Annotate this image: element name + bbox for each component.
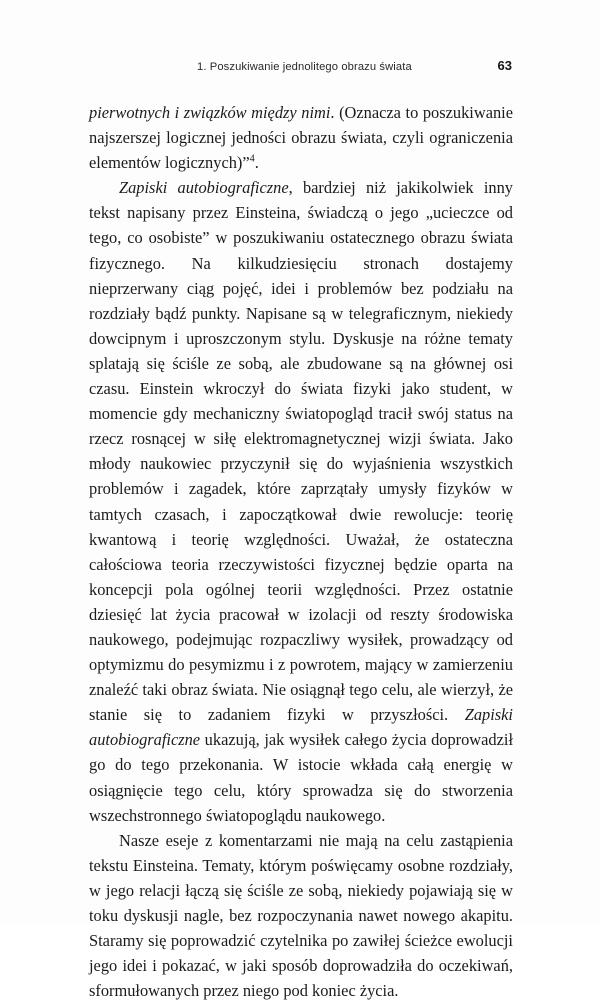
text-run: Nasze eseje z komentarzami nie mają na celu zastąpienia tekstu Einsteina. Tematy, którym poświęcamy osobne rozdziały, w jego relacji łączą się ściśle ze sobą, niekiedy pojawiają się w toku dyskusji nagle, bez rozpoczynania nawet nowego akapitu. Staramy się poprowadzić czytelnika po zawiłej ścieżce ewolucji jego idei i pokazać, w jaki sposób doprowadziła do oczekiwań, sformułowanych przez niego pod koniec życia. [89,830,513,1001]
chapter-title: 1. Poszukiwanie jednolitego obrazu świata [197,61,412,73]
text-run: . (Oznacza to poszukiwanie najszerszej logicznej jedności obrazu świata, czyli ograniczenia elementów logicznych)” [89,103,513,173]
text-run: ukazują, jak wysiłek całego życia doprowadził go do tego przekonania. W istocie wkłada całą energię w osiągnięcie tego celu, który sprowadza się do stworzenia wszechstronnego światopoglądu naukowego. [89,730,513,825]
footnote-reference: 4 [249,153,255,165]
italic-run: Zapiski autobiograficzne [119,178,289,198]
paragraph [89,828,513,1003]
italic-run: pierwotnych i związków między nimi [89,103,331,122]
text-run: , bardziej niż jakikolwiek inny tekst napisany przez Einsteina, świadczą o jego „ucieczce od tego, co osobiste” w poszukiwaniu ostatecznego obrazu świata fizycznego. Na kilkudziesięciu stronach dostajemy nieprzerwany ciąg pojęć, idei i problemów bez podziału na rozdziały bądź punkty. Napisane są w telegraficznym, niekiedy dowcipnym i uproszczonym stylu. Dyskusje na różne tematy splatają się ściśle ze sobą, ale zbudowane są na głównej osi czasu. Einstein wkroczył do świata fizyki jako student, w momencie gdy mechaniczny światopogląd tracił swój status na rzecz rosnącej w siłę elektromagnetycznej wizji świata. Jako młody naukowiec przyczynił się do wyjaśnienia wszystkich problemów i zagadek, które zaprzątały umysły fizyków w tamtych czasach, i zapoczątkował dwie rewolucje: teorię kwantową i teorię względności. Uważał, że ostateczna całościowa teoria rzeczywistości fizycznej będzie oparta na koncepcji pola ogólnej teorii względności. Przez ostatnie dziesięć lat życia pracował w izolacji od reszty środowiska naukowego, podejmując rozpaczliwy wysiłek, prowadzący od optymizmu do pesymizmu i z powrotem, mający w zamierzeniu znaleźć taki obraz świata. Nie osiągnął tego celu, ale wierzył, że stanie się to zadaniem fizyki w przyszłości. [89,178,514,725]
italic-run: Zapiski autobiograficzne [89,705,513,750]
page-number: 63 [497,58,512,73]
text-run: . [254,153,259,173]
running-header [89,58,512,73]
paragraph [89,175,513,827]
paragraph [89,100,513,175]
body-text-block [89,100,513,1003]
